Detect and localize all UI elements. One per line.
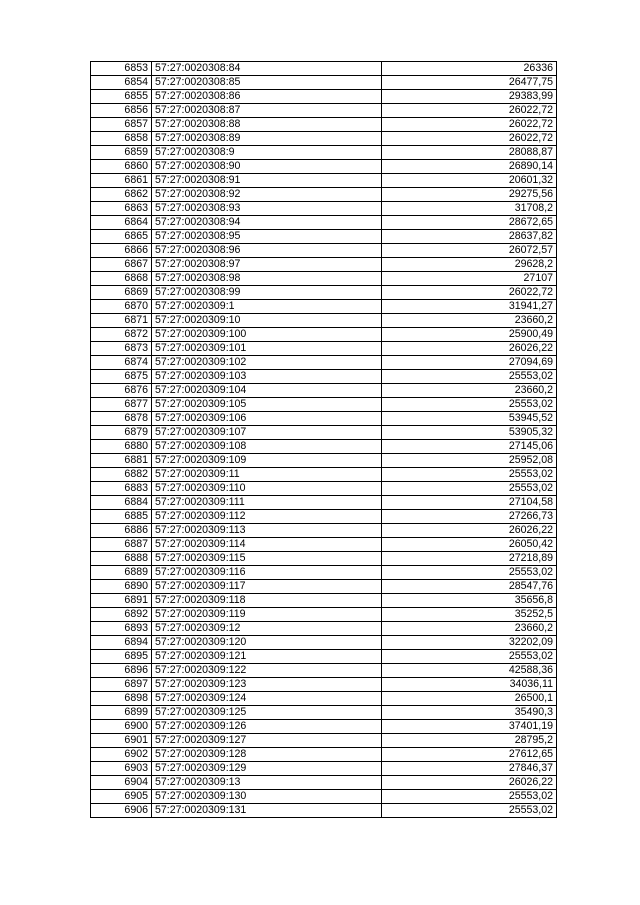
cadastral-number-cell: 57:27:0020309:114 — [152, 538, 382, 552]
table-row — [91, 720, 557, 734]
table-row — [91, 230, 557, 244]
cadastral-number-cell: 57:27:0020308:99 — [152, 286, 382, 300]
row-number-cell: 6857 — [91, 118, 152, 132]
value-cell: 32202,09 — [382, 636, 557, 650]
row-number-cell: 6871 — [91, 314, 152, 328]
cadastral-number-cell: 57:27:0020309:11 — [152, 468, 382, 482]
value-cell: 26500,1 — [382, 692, 557, 706]
table-row — [91, 594, 557, 608]
cadastral-number-cell: 57:27:0020309:13 — [152, 776, 382, 790]
table-row — [91, 468, 557, 482]
cadastral-number-cell: 57:27:0020308:94 — [152, 216, 382, 230]
row-number-cell: 6855 — [91, 90, 152, 104]
value-cell: 27107 — [382, 272, 557, 286]
cadastral-number-cell: 57:27:0020309:117 — [152, 580, 382, 594]
table-row — [91, 188, 557, 202]
cadastral-number-cell: 57:27:0020309:131 — [152, 804, 382, 818]
value-cell: 29628,2 — [382, 258, 557, 272]
table-row — [91, 216, 557, 230]
table-row — [91, 300, 557, 314]
row-number-cell: 6870 — [91, 300, 152, 314]
row-number-cell: 6868 — [91, 272, 152, 286]
table-row — [91, 286, 557, 300]
cadastral-number-cell: 57:27:0020309:12 — [152, 622, 382, 636]
cadastral-number-cell: 57:27:0020309:129 — [152, 762, 382, 776]
table-row — [91, 328, 557, 342]
cadastral-number-cell: 57:27:0020309:108 — [152, 440, 382, 454]
row-number-cell: 6853 — [91, 62, 152, 76]
row-number-cell: 6892 — [91, 608, 152, 622]
value-cell: 25553,02 — [382, 566, 557, 580]
value-cell: 26026,22 — [382, 524, 557, 538]
table-row — [91, 678, 557, 692]
cadastral-number-cell: 57:27:0020308:95 — [152, 230, 382, 244]
row-number-cell: 6864 — [91, 216, 152, 230]
row-number-cell: 6888 — [91, 552, 152, 566]
row-number-cell: 6859 — [91, 146, 152, 160]
row-number-cell: 6877 — [91, 398, 152, 412]
row-number-cell: 6899 — [91, 706, 152, 720]
cadastral-number-cell: 57:27:0020309:116 — [152, 566, 382, 580]
table-row — [91, 804, 557, 818]
table-row — [91, 174, 557, 188]
row-number-cell: 6865 — [91, 230, 152, 244]
value-cell: 28637,82 — [382, 230, 557, 244]
cadastral-number-cell: 57:27:0020309:130 — [152, 790, 382, 804]
table-row — [91, 608, 557, 622]
table-row — [91, 748, 557, 762]
table-row — [91, 90, 557, 104]
row-number-cell: 6872 — [91, 328, 152, 342]
row-number-cell: 6900 — [91, 720, 152, 734]
row-number-cell: 6903 — [91, 762, 152, 776]
table-row — [91, 146, 557, 160]
value-cell: 25553,02 — [382, 790, 557, 804]
value-cell: 27104,58 — [382, 496, 557, 510]
table-row — [91, 426, 557, 440]
table-row — [91, 496, 557, 510]
row-number-cell: 6866 — [91, 244, 152, 258]
row-number-cell: 6901 — [91, 734, 152, 748]
row-number-cell: 6893 — [91, 622, 152, 636]
cadastral-number-cell: 57:27:0020308:98 — [152, 272, 382, 286]
table-row — [91, 664, 557, 678]
value-cell: 26026,22 — [382, 342, 557, 356]
cadastral-number-cell: 57:27:0020309:122 — [152, 664, 382, 678]
table-row — [91, 510, 557, 524]
row-number-cell: 6891 — [91, 594, 152, 608]
table-row — [91, 314, 557, 328]
cadastral-number-cell: 57:27:0020309:115 — [152, 552, 382, 566]
table-row — [91, 398, 557, 412]
value-cell: 26477,75 — [382, 76, 557, 90]
table-row — [91, 580, 557, 594]
value-cell: 26072,57 — [382, 244, 557, 258]
row-number-cell: 6885 — [91, 510, 152, 524]
table-row — [91, 650, 557, 664]
row-number-cell: 6904 — [91, 776, 152, 790]
cadastral-number-cell: 57:27:0020309:100 — [152, 328, 382, 342]
cadastral-number-cell: 57:27:0020308:84 — [152, 62, 382, 76]
row-number-cell: 6881 — [91, 454, 152, 468]
table-row — [91, 524, 557, 538]
cadastral-number-cell: 57:27:0020309:1 — [152, 300, 382, 314]
value-cell: 29275,56 — [382, 188, 557, 202]
value-cell: 35656,8 — [382, 594, 557, 608]
table-row — [91, 104, 557, 118]
value-cell: 25553,02 — [382, 650, 557, 664]
table-row — [91, 706, 557, 720]
value-cell: 26022,72 — [382, 104, 557, 118]
value-cell: 26022,72 — [382, 286, 557, 300]
table-row — [91, 356, 557, 370]
value-cell: 25553,02 — [382, 482, 557, 496]
row-number-cell: 6887 — [91, 538, 152, 552]
table-row — [91, 370, 557, 384]
value-cell: 25553,02 — [382, 398, 557, 412]
table-row — [91, 454, 557, 468]
table-row — [91, 776, 557, 790]
value-cell: 34036,11 — [382, 678, 557, 692]
value-cell: 25553,02 — [382, 468, 557, 482]
cadastral-number-cell: 57:27:0020308:88 — [152, 118, 382, 132]
row-number-cell: 6875 — [91, 370, 152, 384]
table-row — [91, 482, 557, 496]
row-number-cell: 6869 — [91, 286, 152, 300]
value-cell: 27612,65 — [382, 748, 557, 762]
cadastral-number-cell: 57:27:0020309:119 — [152, 608, 382, 622]
row-number-cell: 6896 — [91, 664, 152, 678]
table-row — [91, 62, 557, 76]
cadastral-number-cell: 57:27:0020309:126 — [152, 720, 382, 734]
table-row — [91, 202, 557, 216]
value-cell: 29383,99 — [382, 90, 557, 104]
cadastral-number-cell: 57:27:0020309:123 — [152, 678, 382, 692]
row-number-cell: 6886 — [91, 524, 152, 538]
table-row — [91, 272, 557, 286]
row-number-cell: 6873 — [91, 342, 152, 356]
row-number-cell: 6876 — [91, 384, 152, 398]
row-number-cell: 6883 — [91, 482, 152, 496]
cadastral-number-cell: 57:27:0020308:97 — [152, 258, 382, 272]
value-cell: 53945,52 — [382, 412, 557, 426]
value-cell: 37401,19 — [382, 720, 557, 734]
cadastral-number-cell: 57:27:0020308:92 — [152, 188, 382, 202]
value-cell: 28795,2 — [382, 734, 557, 748]
value-cell: 28547,76 — [382, 580, 557, 594]
table-row — [91, 538, 557, 552]
table-row — [91, 342, 557, 356]
value-cell: 25553,02 — [382, 804, 557, 818]
value-cell: 25900,49 — [382, 328, 557, 342]
cadastral-number-cell: 57:27:0020308:9 — [152, 146, 382, 160]
table-body — [91, 62, 557, 818]
row-number-cell: 6897 — [91, 678, 152, 692]
row-number-cell: 6854 — [91, 76, 152, 90]
row-number-cell: 6860 — [91, 160, 152, 174]
row-number-cell: 6889 — [91, 566, 152, 580]
table-row — [91, 622, 557, 636]
row-number-cell: 6882 — [91, 468, 152, 482]
table-row — [91, 384, 557, 398]
value-cell: 31708,2 — [382, 202, 557, 216]
row-number-cell: 6880 — [91, 440, 152, 454]
value-cell: 26336 — [382, 62, 557, 76]
row-number-cell: 6902 — [91, 748, 152, 762]
row-number-cell: 6858 — [91, 132, 152, 146]
table-row — [91, 636, 557, 650]
cadastral-number-cell: 57:27:0020309:127 — [152, 734, 382, 748]
row-number-cell: 6874 — [91, 356, 152, 370]
value-cell: 25952,08 — [382, 454, 557, 468]
row-number-cell: 6863 — [91, 202, 152, 216]
value-cell: 35490,3 — [382, 706, 557, 720]
row-number-cell: 6905 — [91, 790, 152, 804]
row-number-cell: 6894 — [91, 636, 152, 650]
cadastral-number-cell: 57:27:0020309:10 — [152, 314, 382, 328]
value-cell: 27145,06 — [382, 440, 557, 454]
value-cell: 26050,42 — [382, 538, 557, 552]
table-row — [91, 118, 557, 132]
value-cell: 27094,69 — [382, 356, 557, 370]
value-cell: 35252,5 — [382, 608, 557, 622]
value-cell: 42588,36 — [382, 664, 557, 678]
cadastral-number-cell: 57:27:0020308:86 — [152, 90, 382, 104]
value-cell: 53905,32 — [382, 426, 557, 440]
row-number-cell: 6890 — [91, 580, 152, 594]
table-row — [91, 552, 557, 566]
cadastral-number-cell: 57:27:0020309:120 — [152, 636, 382, 650]
value-cell: 28088,87 — [382, 146, 557, 160]
row-number-cell: 6867 — [91, 258, 152, 272]
cadastral-number-cell: 57:27:0020309:102 — [152, 356, 382, 370]
cadastral-number-cell: 57:27:0020309:106 — [152, 412, 382, 426]
table-row — [91, 76, 557, 90]
value-cell: 26022,72 — [382, 118, 557, 132]
table-row — [91, 160, 557, 174]
table-row — [91, 566, 557, 580]
table-row — [91, 734, 557, 748]
value-cell: 23660,2 — [382, 622, 557, 636]
value-cell: 27266,73 — [382, 510, 557, 524]
value-cell: 31941,27 — [382, 300, 557, 314]
value-cell: 27846,37 — [382, 762, 557, 776]
cadastral-number-cell: 57:27:0020309:101 — [152, 342, 382, 356]
table-row — [91, 132, 557, 146]
table-row — [91, 244, 557, 258]
cadastral-number-cell: 57:27:0020309:110 — [152, 482, 382, 496]
cadastral-number-cell: 57:27:0020309:105 — [152, 398, 382, 412]
table-row — [91, 790, 557, 804]
cadastral-number-cell: 57:27:0020309:107 — [152, 426, 382, 440]
cadastral-number-cell: 57:27:0020308:96 — [152, 244, 382, 258]
cadastral-number-cell: 57:27:0020308:91 — [152, 174, 382, 188]
row-number-cell: 6878 — [91, 412, 152, 426]
cadastral-number-cell: 57:27:0020309:118 — [152, 594, 382, 608]
cadastral-number-cell: 57:27:0020309:113 — [152, 524, 382, 538]
value-cell: 20601,32 — [382, 174, 557, 188]
table-row — [91, 412, 557, 426]
row-number-cell: 6879 — [91, 426, 152, 440]
value-cell: 27218,89 — [382, 552, 557, 566]
table-row — [91, 258, 557, 272]
row-number-cell: 6861 — [91, 174, 152, 188]
cadastral-number-cell: 57:27:0020308:90 — [152, 160, 382, 174]
row-number-cell: 6906 — [91, 804, 152, 818]
value-cell: 26022,72 — [382, 132, 557, 146]
cadastral-number-cell: 57:27:0020309:104 — [152, 384, 382, 398]
table-row — [91, 692, 557, 706]
row-number-cell: 6856 — [91, 104, 152, 118]
row-number-cell: 6862 — [91, 188, 152, 202]
cadastral-number-cell: 57:27:0020308:93 — [152, 202, 382, 216]
cadastral-number-cell: 57:27:0020308:89 — [152, 132, 382, 146]
row-number-cell: 6898 — [91, 692, 152, 706]
cadastral-number-cell: 57:27:0020309:121 — [152, 650, 382, 664]
value-cell: 25553,02 — [382, 370, 557, 384]
cadastral-number-cell: 57:27:0020309:112 — [152, 510, 382, 524]
cadastral-number-cell: 57:27:0020308:87 — [152, 104, 382, 118]
cadastral-number-cell: 57:27:0020309:103 — [152, 370, 382, 384]
cadastral-number-cell: 57:27:0020309:128 — [152, 748, 382, 762]
cadastral-number-cell: 57:27:0020309:111 — [152, 496, 382, 510]
value-cell: 26890,14 — [382, 160, 557, 174]
row-number-cell: 6895 — [91, 650, 152, 664]
value-cell: 28672,65 — [382, 216, 557, 230]
value-cell: 26026,22 — [382, 776, 557, 790]
table-row — [91, 762, 557, 776]
cadastral-value-table — [90, 61, 557, 818]
row-number-cell: 6884 — [91, 496, 152, 510]
value-cell: 23660,2 — [382, 384, 557, 398]
cadastral-number-cell: 57:27:0020309:109 — [152, 454, 382, 468]
cadastral-number-cell: 57:27:0020308:85 — [152, 76, 382, 90]
table-row — [91, 440, 557, 454]
cadastral-number-cell: 57:27:0020309:124 — [152, 692, 382, 706]
value-cell: 23660,2 — [382, 314, 557, 328]
cadastral-number-cell: 57:27:0020309:125 — [152, 706, 382, 720]
